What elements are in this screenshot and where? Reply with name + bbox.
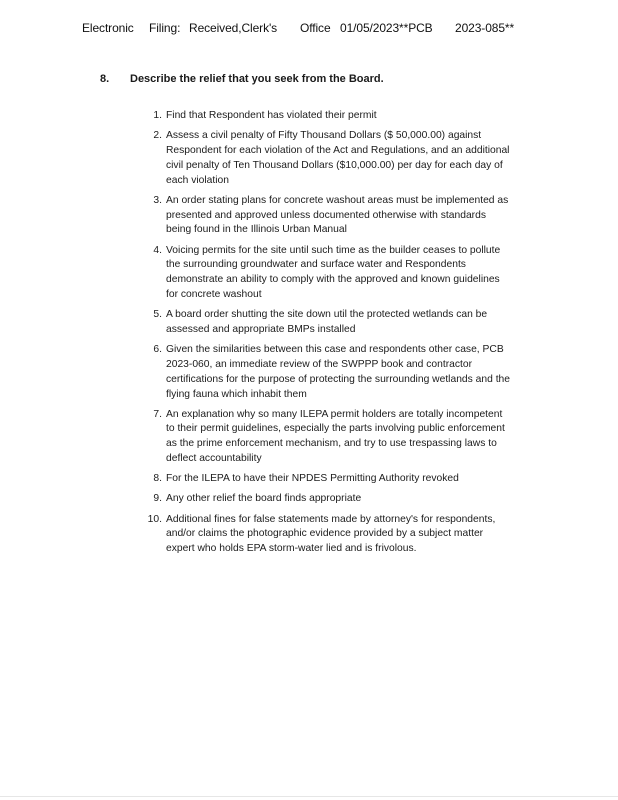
item-number: 1.	[153, 110, 162, 121]
list-item	[144, 109, 510, 124]
section-number: 8.	[100, 73, 110, 85]
item-number: 3.	[153, 194, 162, 206]
item-text: Given the similarities between this case and respondents other case, PCB 2023-060, an immediate review of the SWPPP book and contractor certifications for the purpose of protecting the surrounding wetlands and the flying fauna which inhabit them	[166, 344, 511, 400]
page-edge-divider	[0, 796, 618, 797]
item-text: An order stating plans for concrete washout areas must be implemented as presented and approved unless documented otherwise with standards being found in the Illinois Urban Manual	[166, 194, 509, 236]
item-text: Voicing permits for the site until such time as the builder ceases to pollute the surrounding groundwater and surface water and Respondents demonstrate an ability to comply with the approved and known guidelines for concrete washout	[166, 244, 501, 300]
item-text: A board order shutting the site down util the protected wetlands can be assessed and appropriate BMPs installed	[166, 309, 488, 335]
item-text: For the ILEPA to have their NPDES Permitting Authority revoked	[166, 473, 459, 485]
stamp-word: Filing:	[149, 21, 181, 35]
list-item	[144, 194, 510, 238]
stamp-word: Electronic	[82, 21, 134, 35]
stamp-word: Received,Clerk's	[189, 21, 278, 35]
list-item	[144, 513, 510, 557]
item-number: 7.	[153, 408, 162, 420]
item-number: 8.	[153, 473, 162, 485]
item-text: Additional fines for false statements made by attorney's for respondents, and/or claims the photographic evidence provided by a subject matter expert who holds EPA storm-water lied and is frivolous.	[166, 513, 496, 555]
item-number: 9.	[153, 493, 162, 505]
list-item	[144, 308, 510, 338]
item-number: 10.	[147, 513, 162, 525]
item-number: 2.	[153, 130, 162, 142]
item-text: An explanation why so many ILEPA permit holders are totally incompetent to their permit guidelines, especially the parts involving public enforcement as the prime enforcement mechanism, and try to use trespassing laws to deflect accountability	[166, 408, 505, 465]
stamp-date-case: 01/05/2023**PCB	[340, 21, 433, 35]
filing-stamp	[0, 21, 618, 37]
item-number: 4.	[153, 244, 162, 256]
item-number: 6.	[153, 344, 162, 356]
list-item	[144, 244, 510, 303]
stamp-word: Office	[300, 21, 331, 35]
relief-list	[144, 109, 510, 562]
stamp-docket: 2023-085**	[455, 21, 515, 35]
list-item	[144, 492, 510, 507]
list-item	[144, 343, 510, 402]
section-title: Describe the relief that you seek from the Board.	[130, 73, 384, 85]
item-text: Find that Respondent has violated their permit	[166, 110, 377, 121]
list-item	[144, 408, 510, 467]
item-number: 5.	[153, 309, 162, 321]
list-item	[144, 472, 510, 487]
item-text: Any other relief the board finds appropriate	[166, 493, 362, 505]
item-text: Assess a civil penalty of Fifty Thousand Dollars ($ 50,000.00) against Respondent for each violation of the Act and Regulations, and an additional civil penalty of Ten Thousand Dollars ($10,000.00) per day for each day of each violation	[166, 130, 510, 186]
list-item	[144, 129, 510, 188]
